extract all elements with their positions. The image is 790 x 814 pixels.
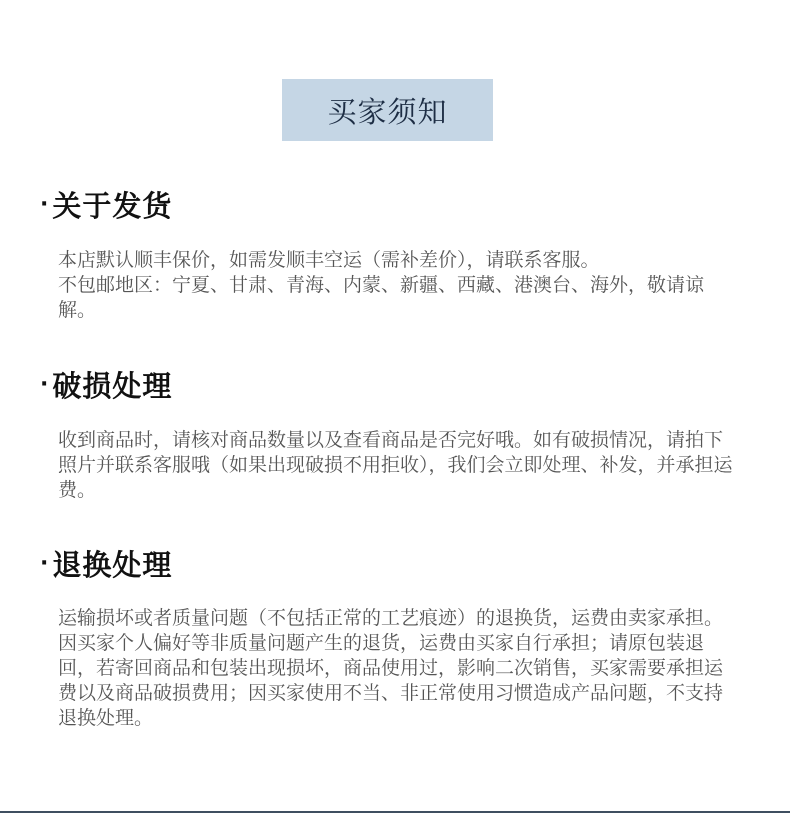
section-body-shipping: [58, 248, 738, 323]
section-heading-returns: [40, 543, 172, 584]
section-title: 关于发货: [52, 189, 173, 223]
bullet-icon: ·: [40, 192, 49, 217]
notice-title: 买家须知: [327, 94, 448, 129]
section-heading-damage: [40, 364, 172, 405]
section-title: 破损处理: [52, 369, 173, 403]
paragraph: 本店默认顺丰保价，如需发顺丰空运（需补差价），请联系客服。: [58, 249, 600, 271]
bullet-icon: ·: [40, 551, 49, 576]
bullet-icon: ·: [40, 372, 49, 397]
section-body-returns: [58, 606, 738, 731]
section-heading-shipping: [40, 184, 172, 225]
paragraph: 不包邮地区：宁夏、甘肃、青海、内蒙、新疆、西藏、港澳台、海外，敬请谅解。: [58, 274, 705, 321]
section-title: 退换处理: [52, 548, 173, 582]
bottom-divider: [0, 811, 790, 813]
paragraph: 运输损坏或者质量问题（不包括正常的工艺痕迹）的退换货，运费由卖家承担。: [58, 607, 724, 629]
paragraph: 因买家个人偏好等非质量问题产生的退货，运费由买家自行承担；请原包装退回，若寄回商品和包装出现损坏，商品使用过，影响二次销售，买家需要承担运费以及商品破损费用；因买家使用不当、非正常使用习惯造成产品问题，不支持退换处理。: [58, 632, 724, 729]
section-body-damage: [58, 428, 738, 503]
notice-title-banner: [282, 79, 493, 141]
paragraph: 收到商品时，请核对商品数量以及查看商品是否完好哦。如有破损情况，请拍下照片并联系客服哦（如果出现破损不用拒收），我们会立即处理、补发，并承担运费。: [58, 429, 733, 501]
